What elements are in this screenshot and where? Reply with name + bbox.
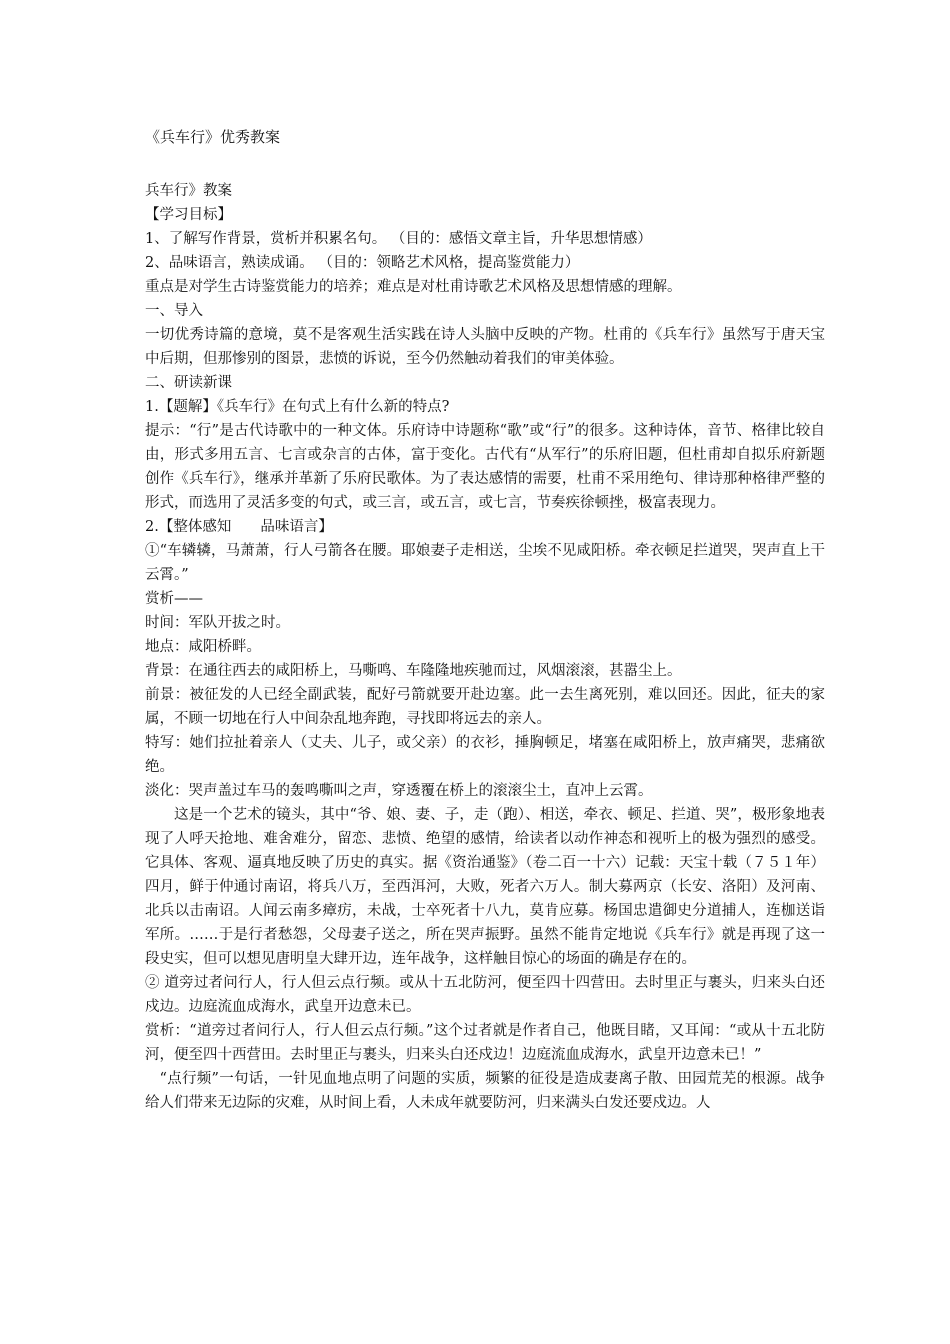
section-intro-heading: 一、导入 [145, 303, 203, 319]
fade-line: 淡化：哭声盖过车马的轰鸣嘶叫之声，穿透覆在桥上的滚滚尘土，直冲上云霄。 [145, 783, 653, 799]
place-line: 地点：咸阳桥畔。 [145, 639, 261, 655]
key-points: 重点是对学生古诗鉴赏能力的培养；难点是对杜甫诗歌艺术风格及思想情感的理解。 [145, 279, 682, 295]
item-1-heading: 1.【题解】《兵车行》在句式上有什么新的特点? [145, 399, 450, 415]
poem-quote-1: ①“车辚辚，马萧萧，行人弓箭各在腰。耶娘妻子走相送，尘埃不见咸阳桥。牵衣顿足拦道哭，哭声直上干云霄。” [145, 543, 825, 583]
objective-1: 1、了解写作背景，赏析并积累名句。 （目的：感悟文章主旨，升华思想情感） [145, 231, 652, 247]
document-title: 《兵车行》优秀教案 [145, 128, 281, 146]
analysis-paragraph: 这是一个艺术的镜头，其中“爷、娘、妻、子，走（跑）、相送，牵衣、顿足、拦道、哭”，极形象地表现了人呼天抢地、难舍难分，留恋、悲愤、绝望的感情，给读者以动作神态和视听上的极为强烈的感受。它具体、客观、逼真地反映了历史的真实。据《资治通鉴》（卷二百一十六）记载：天宝十载（７５１年）四月，鲜于仲通讨南诏，将兵八万，至西洱河，大败，死者六万人。制大募两京（长安、洛阳）及河南、北兵以击南诏。人闻云南多瘴疠，未战，士卒死者十八九，莫肯应募。杨国忠遣御史分道捕人，连枷送诣军所。……于是行者愁怨，父母妻子送之，所在哭声振野。虽然不能肯定地说《兵车行》就是再现了这一段史实，但可以想见唐明皇大肆开边，连年战争，这样触目惊心的场面的确是存在的。 [145, 807, 825, 967]
final-paragraph: “点行频”一句话，一针见血地点明了问题的实质，频繁的征役是造成妻离子散、田园荒芜的根源。战争给人们带来无边际的灾难，从时间上看，人未成年就要防河，归来满头白发还要戍边。人 [145, 1071, 825, 1111]
lesson-subtitle: 兵车行》教案 [145, 183, 232, 199]
closeup-line: 特写：她们拉扯着亲人（丈夫、儿子，或父亲）的衣衫，捶胸顿足，堵塞在咸阳桥上，放声痛哭，悲痛欲绝。 [145, 735, 825, 775]
item-1-hint: 提示：“行”是古代诗歌中的一种文体。乐府诗中诗题称“歌”或“行”的很多。这种诗体，音节、格律比较自由，形式多用五言、七言或杂言的古体，富于变化。古代有“从军行”的乐府旧题，但杜甫却自拟乐府新题创作《兵车行》，继承并革新了乐府民歌体。为了表达感情的需要，杜甫不采用绝句、律诗那种格律严整的形式，而选用了灵活多变的句式，或三言，或五言，或七言，节奏疾徐顿挫，极富表现力。 [145, 423, 825, 511]
foreground-line: 前景：被征发的人已经全副武装，配好弓箭就要开赴边塞。此一去生离死别，难以回还。因此，征夫的家属，不顾一切地在行人中间杂乱地奔跑，寻找即将远去的亲人。 [145, 687, 825, 727]
appreciation-2: 赏析：“道旁过者问行人，行人但云点行频。”这个过者就是作者自己，他既目睹，又耳闻：“或从十五北防河，便至四十西营田。去时里正与裹头，归来头白还戍边！边庭流血成海水，武皇开边意未已！” [145, 1023, 825, 1063]
document-page [145, 125, 825, 1115]
section-study-heading: 二、研读新课 [145, 375, 232, 391]
poem-quote-2: ② 道旁过者问行人，行人但云点行频。或从十五北防河，便至四十四营田。去时里正与裹头，归来头白还戍边。边庭流血成海水，武皇开边意未已。 [145, 975, 825, 1015]
appreciation-label: 赏析—— [145, 591, 203, 607]
objective-2: 2、品味语言，熟读成诵。 （目的：领略艺术风格，提高鉴赏能力） [145, 255, 580, 271]
item-2-heading: 2.【整体感知 品味语言】 [145, 519, 333, 535]
background-line: 背景：在通往西去的咸阳桥上，马嘶鸣、车隆隆地疾驰而过，风烟滚滚，甚嚣尘上。 [145, 663, 682, 679]
intro-paragraph: 一切优秀诗篇的意境，莫不是客观生活实践在诗人头脑中反映的产物。杜甫的《兵车行》虽然写于唐天宝中后期，但那惨别的图景，悲愤的诉说，至今仍然触动着我们的审美体验。 [145, 327, 825, 367]
time-line: 时间：军队开拔之时。 [145, 615, 290, 631]
objectives-heading: 【学习目标】 [145, 207, 232, 223]
